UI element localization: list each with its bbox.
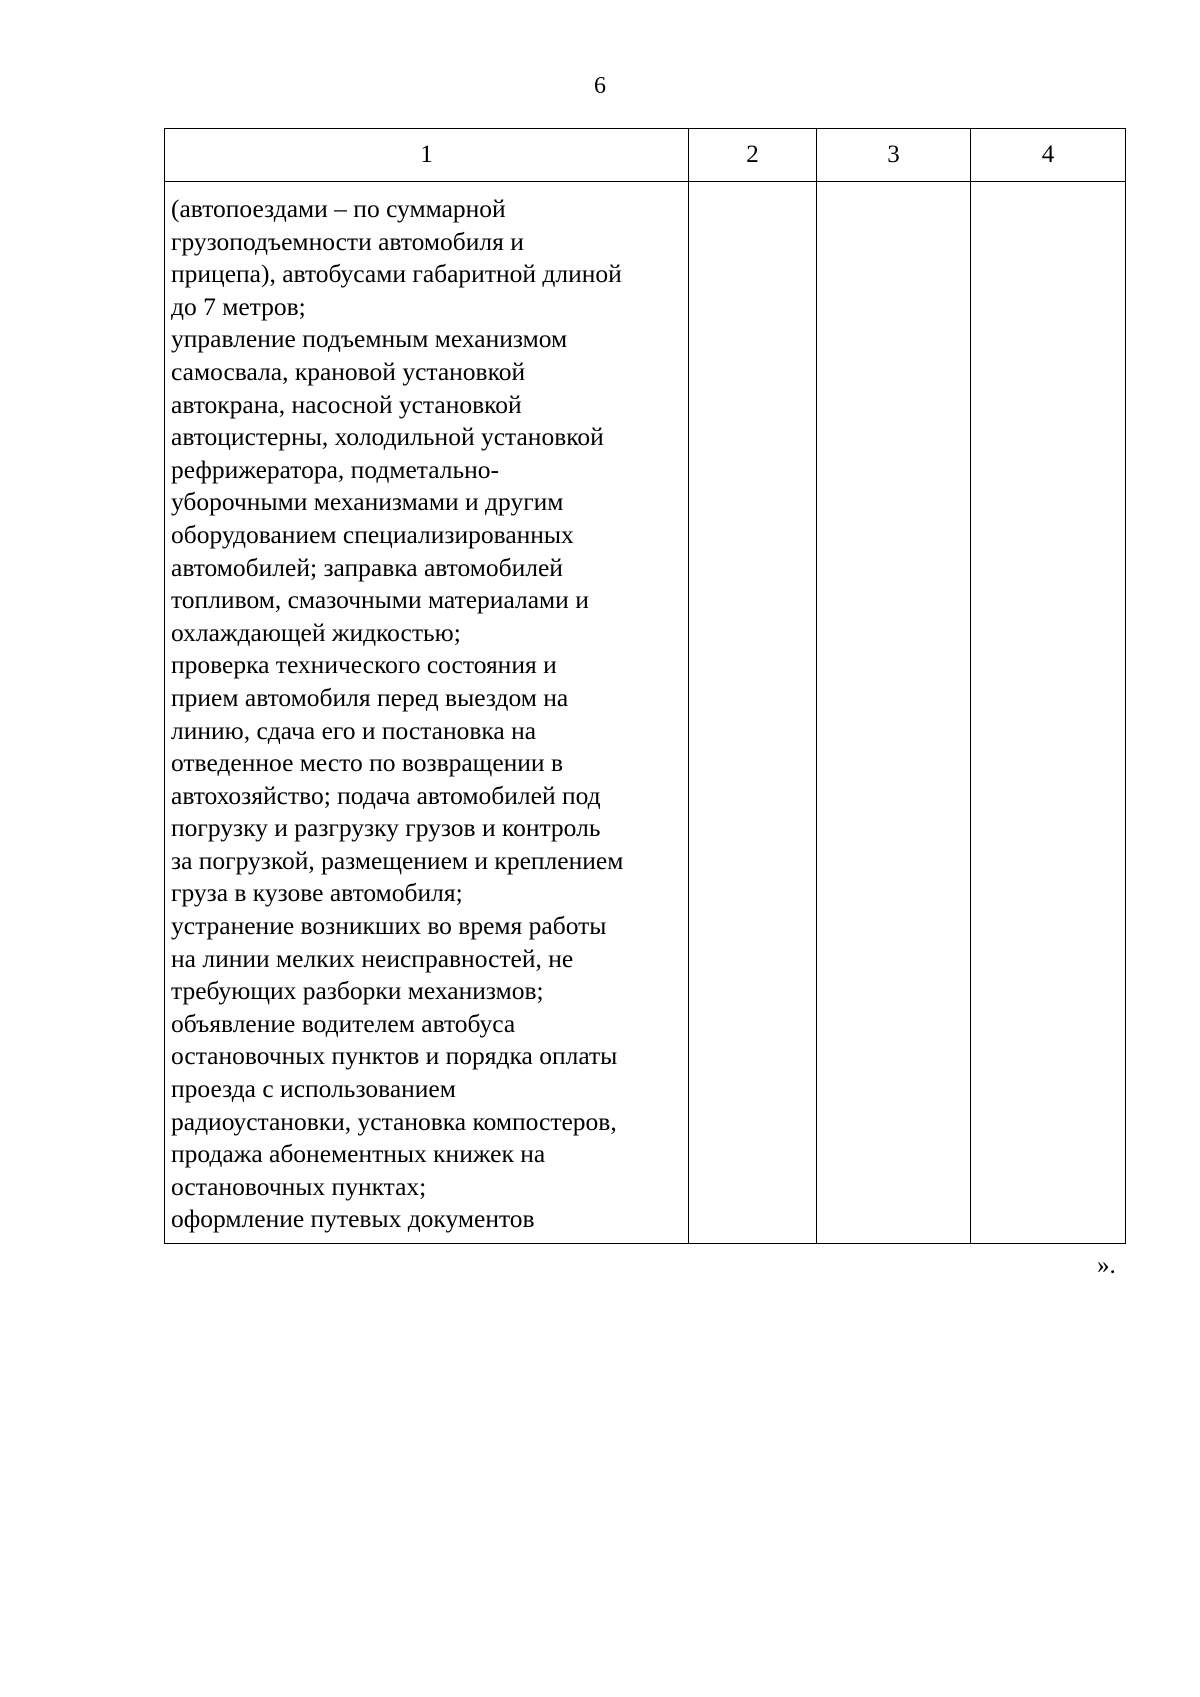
description-line: продажа абонементных книжек на — [171, 1139, 546, 1169]
description-line: самосвала, крановой установкой — [171, 356, 526, 386]
description-line: за погрузкой, размещением и креплением — [171, 845, 624, 875]
table-cell-col2 — [689, 182, 817, 1244]
description-line: радиоустановки, установка компостеров, — [171, 1106, 617, 1136]
description-line: проверка технического состояния и — [171, 650, 557, 680]
description-line: требующих разборки механизмов; — [171, 976, 544, 1006]
description-line: до 7 метров; — [171, 291, 306, 321]
document-table — [164, 128, 1126, 1244]
description-line: остановочных пунктов и порядка оплаты — [171, 1041, 618, 1071]
column-header-1: 1 — [165, 129, 689, 182]
column-header-3: 3 — [817, 129, 971, 182]
description-line: автомобилей; заправка автомобилей — [171, 552, 563, 582]
table-header-row — [165, 129, 1126, 182]
description-line: отведенное место по возвращении в — [171, 748, 563, 778]
description-line: оборудованием специализированных — [171, 519, 574, 549]
table-cell-description — [165, 182, 689, 1244]
description-line: линию, сдача его и постановка на — [171, 715, 537, 745]
table-row — [165, 182, 1126, 1244]
description-line: грузоподъемности автомобиля и — [171, 226, 524, 256]
description-line: охлаждающей жидкостью; — [171, 617, 461, 647]
description-line: устранение возникших во время работы — [171, 911, 607, 941]
description-line: (автопоездами – по суммарной — [171, 194, 506, 223]
description-line: остановочных пунктах; — [171, 1171, 427, 1201]
description-line: прием автомобиля перед выездом на — [171, 682, 569, 712]
description-line: проезда с использованием — [171, 1074, 456, 1104]
description-line: автокрана, насосной установкой — [171, 389, 522, 419]
closing-quote-mark: ». — [1097, 1252, 1116, 1279]
description-line: уборочными механизмами и другим — [171, 487, 564, 517]
description-line: рефрижератора, подметально- — [171, 454, 500, 484]
description-line: объявление водителем автобуса — [171, 1008, 516, 1038]
description-line: топливом, смазочными материалами и — [171, 585, 589, 615]
table-cell-col4 — [971, 182, 1126, 1244]
table-cell-col3 — [817, 182, 971, 1244]
description-line: управление подъемным механизмом — [171, 324, 568, 354]
description-text — [165, 182, 688, 1236]
description-line: автоцистерны, холодильной установкой — [171, 422, 604, 452]
description-line: погрузку и разгрузку грузов и контроль — [171, 813, 601, 843]
page-number: 6 — [594, 73, 606, 99]
description-line: прицепа), автобусами габаритной длиной — [171, 259, 622, 289]
column-header-4: 4 — [971, 129, 1126, 182]
description-line: на линии мелких неисправностей, не — [171, 943, 574, 973]
description-line: груза в кузове автомобиля; — [171, 878, 463, 908]
column-header-2: 2 — [689, 129, 817, 182]
description-line: оформление путевых документов — [171, 1204, 535, 1234]
description-line: автохозяйство; подача автомобилей под — [171, 780, 601, 810]
